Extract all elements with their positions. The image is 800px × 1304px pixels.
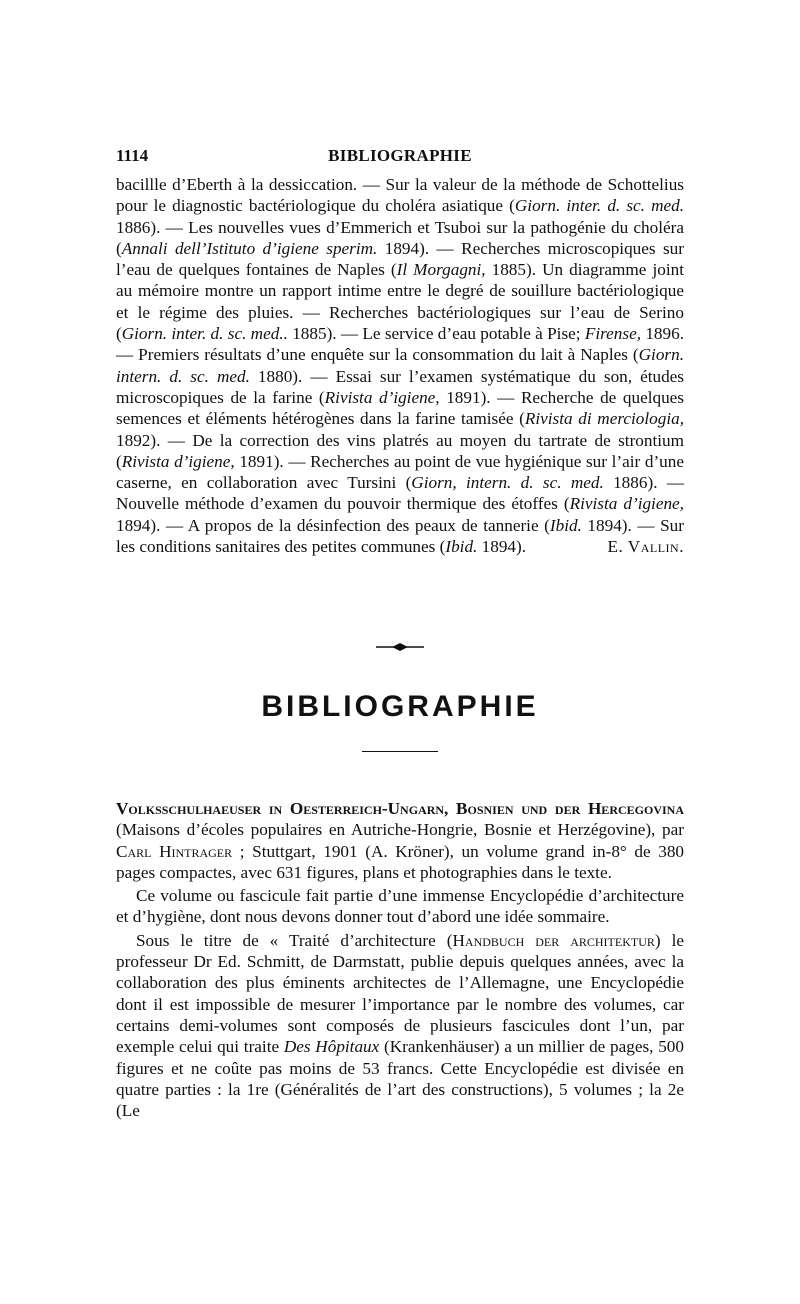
continued-paragraph: bacillle d’Eberth à la dessiccation. — Sur la valeur de la méthode de Schottelius pour le diagnostic bactériologique du choléra asiatique (Giorn. inter. d. sc. med. 1886). — Les nouvelles vues d’Emmerich et Tsuboi sur la pathogénie du choléra (Annali dell’Istituto d’igiene sperim. 1894). — Recherches microscopiques sur l’eau de quelques fontaines de Naples (Il Morgagni, 1885). Un diagramme joint au mémoire montre un rapport intime entre le degré de souillure bactériologique et le régime des pluies. — Recherches bactériologiques sur l’eau de Serino (Giorn. inter. d. sc. med.. 1885). — Le service d’eau potable à Pise; Firense, 1896. — Premiers résultats d’une enquête sur la consommation du lait à Naples (Giorn. intern. d. sc. med. 1880). — Essai sur l’examen systématique du son, études microscopiques de la farine (Rivista d’igiene, 1891). — Recherche de quelques semences et éléments hétérogènes dans la farine tamisée (Rivista di merciologia, 1892). — De la correction des vins platrés au moyen du tartrate de strontium (Rivista d’igiene, 1891). — Recherches au point de vue hygiénique sur l’air d’une caserne, en collaboration avec Tursini (Giorn, intern. d. sc. med. 1886). — Nouvelle méthode d’examen du pouvoir thermique des étoffes (Rivista d’igiene, 1894). — A propos de la désinfection des peaux de tannerie (Ibid. 1894). — Sur les conditions sanitaires des petites communes (Ibid. 1894). [116,175,685,557]
ornament-divider [370,640,430,654]
review-signature: E. Vallin. [607,537,684,557]
entry-author: Carl Hintrager [116,841,233,861]
continued-review [116,174,684,557]
running-head [116,146,684,168]
section-title: BIBLIOGRAPHIE [261,690,539,723]
entry-citation: Volksschulhaeuser in Oesterreich-Ungarn, Bosnien und der Hercegovina (Maisons d’écoles populaires en Autriche-Hongrie, Bosnie et Herzégovine), par Carl Hintrager ; Stuttgart, 1901 (A. Kröner), un volume grand in-8° de 380 pages compactes, avec 631 figures, plans et photographies dans le texte. [116,799,685,882]
page-number: 1114 [116,146,149,165]
entry-heading: Volksschulhaeuser in Oesterreich-Ungarn, Bosnien und der Hercegovina [116,799,684,818]
entry-paragraph: Ce volume ou fascicule fait partie d’une immense Encyclopédie d’architecture et d’hygiène, dont nous devons donner tout d’abord une idée sommaire. [116,886,684,927]
bibliography-entry [116,798,684,1121]
running-title: BIBLIOGRAPHIE [328,146,472,165]
entry-paragraph: Sous le titre de « Traité d’architecture (Handbuch der architektur) le professeur Dr Ed. Schmitt, de Darmstatt, publie depuis quelques années, avec la collaboration des plus éminents architectes de l’Allemagne, une Encyclopédie dont il est impossible de mesurer l’importance par le nombre des volumes, car certains demi-volumes sont composés de plusieurs fascicules dont l’un, par exemple celui qui traite Des Hôpitaux (Krankenhäuser) a un millier de pages, 500 figures et ne coûte pas moins de 53 francs. Cette Encyclopédie est divisée en quatre parties : la 1re (Généralités de l’art des constructions), 5 volumes ; la 2e (Le [116,930,684,1121]
title-rule [362,751,438,752]
